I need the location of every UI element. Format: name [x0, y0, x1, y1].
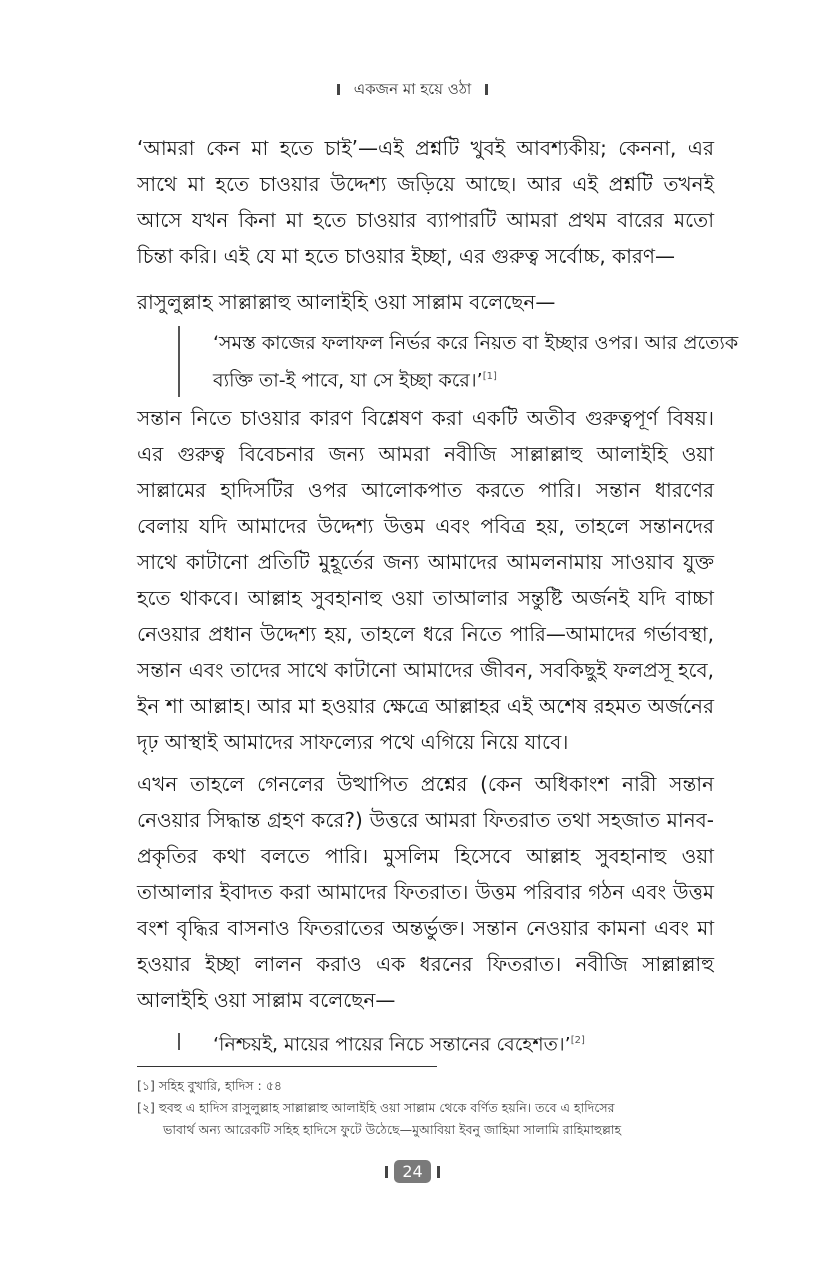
- page-number-badge: 24: [394, 1160, 430, 1183]
- hadith-quote-1: [178, 326, 749, 397]
- footnote-2: [২] হুবহু এ হাদিস রাসুলুল্লাহ সাল্লাল্লাহু আলাইহি ওয়া সাল্লাম থেকে বর্ণিত হয়নি। তবে এ হাদিসের: [137, 1100, 615, 1115]
- ornament-mark: [437, 1166, 440, 1178]
- paragraph-2: রাসুলুল্লাহ সাল্লাল্লাহু আলাইহি ওয়া সাল্লাম বলেছেন—: [137, 290, 556, 314]
- running-head-title: একজন মা হয়ে ওঠা: [353, 80, 472, 98]
- footnote-ref[interactable]: [2]: [570, 1035, 585, 1046]
- footnotes: [137, 1075, 717, 1141]
- running-head: [0, 78, 825, 103]
- hadith-quote-2: [178, 1024, 749, 1061]
- paragraph-3: সন্তান নিতে চাওয়ার কারণ বিশ্লেষণ করা একটি অতীব গুরুত্বপূর্ণ বিষয়। এর গুরুত্ব বিবেচনার জন্য আমরা নবীজি সাল্লাল্লাহু আলাইহি ওয়া সাল্লামের হাদিসটির ওপর আলোকপাত করতে পারি। সন্তান ধারণের বেলায় যদি আমাদের উদ্দেশ্য উত্তম এবং পবিত্র হয়, তাহলে সন্তানদের সাথে কাটানো প্রতিটি মুহূর্তের জন্য আমাদের আমলনামায় সাওয়াব যুক্ত হতে থাকবে। আল্লাহ সুবহানাহু ওয়া তাআলার সন্তুষ্টি অর্জনই যদি বাচ্চা নেওয়ার প্রধান উদ্দেশ্য হয়, তাহলে ধরে নিতে পারি—আমাদের গর্ভাবস্থা, সন্তান এবং তাদের সাথে কাটানো আমাদের জীবন, সবকিছুই ফলপ্রসূ হবে, ইন শা আল্লাহ। আর মা হওয়ার ক্ষেত্রে আল্লাহর এই অশেষ রহমত অর্জনের দৃঢ় আস্থাই আমাদের সাফল্যের পথে এগিয়ে নিয়ে যাবে।: [137, 406, 714, 754]
- quote-text: ‘সমস্ত কাজের ফলাফল নির্ভর করে নিয়ত বা ইচ্ছার ওপর। আর প্রত্যেক ব্যক্তি তা-ই পাবে, যা সে ইচ্ছা করে।’: [213, 332, 739, 392]
- page-number: [0, 1160, 825, 1183]
- ornament-mark: [385, 1166, 388, 1178]
- paragraph-4: এখন তাহলে গেনলের উত্থাপিত প্রশ্নের (কেন অধিকাংশ নারী সন্তান নেওয়ার সিদ্ধান্ত গ্রহণ করে?) উত্তরে আমরা ফিতরাত তথা সহজাত মানব-প্রকৃতির কথা বলতে পারি। মুসলিম হিসেবে আল্লাহ সুবহানাহু ওয়া তাআলার ইবাদত করা আমাদের ফিতরাত। উত্তম পরিবার গঠন এবং উত্তম বংশ বৃদ্ধির বাসনাও ফিতরাতের অন্তর্ভুক্ত। সন্তান নেওয়ার কামনা এবং মা হওয়ার ইচ্ছা লালন করাও এক ধরনের ফিতরাত। নবীজি সাল্লাল্লাহু আলাইহি ওয়া সাল্লাম বলেছেন—: [137, 772, 714, 1012]
- ornament-mark: [485, 84, 488, 95]
- paragraph-1: ‘আমরা কেন মা হতে চাই’—এই প্রশ্নটি খুবই আবশ্যকীয়; কেননা, এর সাথে মা হতে চাওয়ার উদ্দেশ্য জড়িয়ে আছে। আর এই প্রশ্নটি তখনই আসে যখন কিনা মা হতে চাওয়ার ব্যাপারটি আমরা প্রথম বারের মতো চিন্তা করি। এই যে মা হতে চাওয়ার ইচ্ছা, এর গুরুত্ব সর্বোচ্চ, কারণ—: [137, 136, 714, 268]
- footnote-1: [১] সহিহ বুখারি, হাদিস : ৫৪: [137, 1078, 282, 1093]
- footnote-divider: [137, 1066, 437, 1067]
- footnote-2-continued: ভাবার্থ অন্য আরেকটি সহিহ হাদিসে ফুটে উঠেছে—মুআবিয়া ইবনু জাহিমা সালামি রাহিমাহুল্লাহ: [163, 1122, 622, 1137]
- quote-text: ‘নিশ্চয়ই, মায়ের পায়ের নিচে সন্তানের বেহেশত।’: [213, 1033, 571, 1056]
- quote-bar: [178, 1033, 180, 1050]
- footnote-ref[interactable]: [1]: [482, 371, 497, 382]
- ornament-mark: [337, 84, 340, 95]
